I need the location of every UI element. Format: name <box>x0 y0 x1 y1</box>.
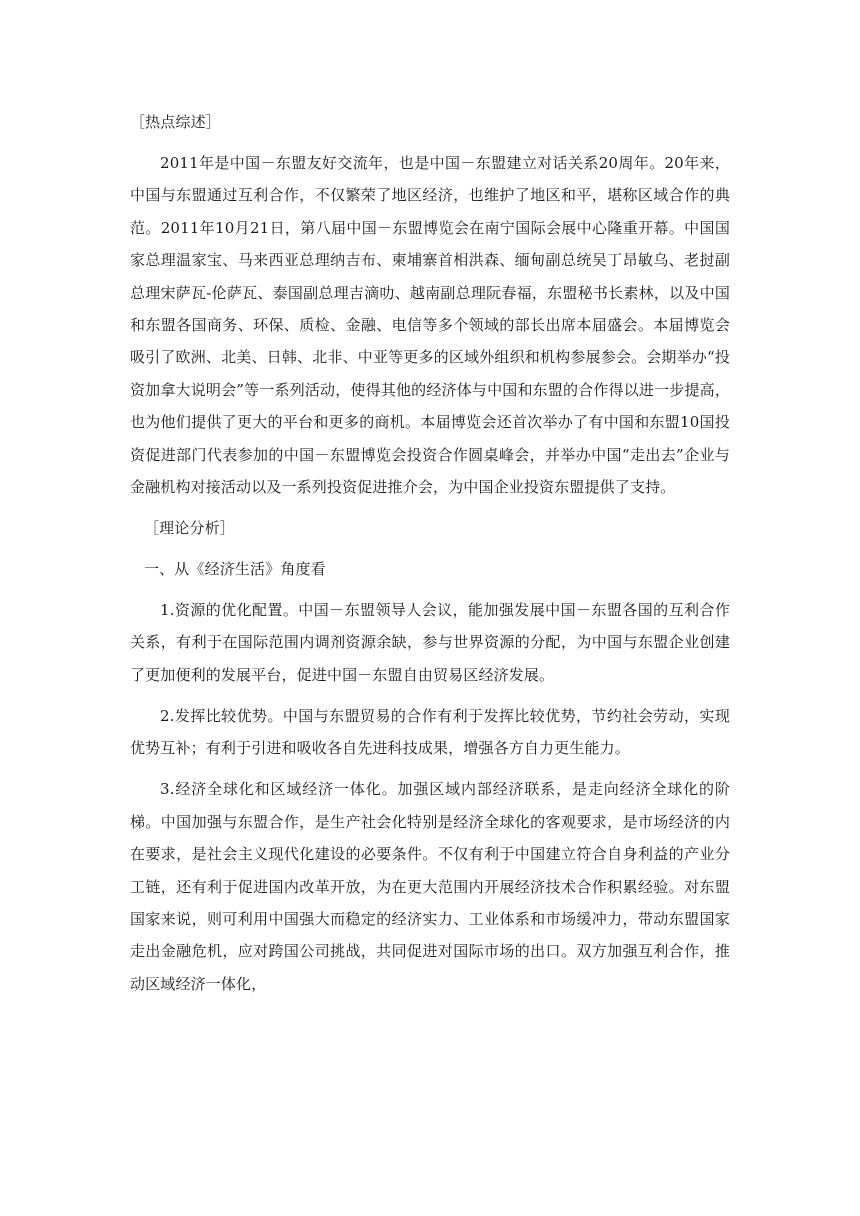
subheading-economic-life: 一、从《经济生活》角度看 <box>144 560 326 579</box>
point-resource-allocation: 1.资源的优化配置。中国－东盟领导人会议，能加强发展中国－东盟各国的互利合作关系，有利于在国际范围内调剂资源余缺，参与世界资源的分配，为中国与东盟企业创建了更加便利的发展平台，促进中国－东盟自由贸易区经济发展。 <box>130 601 730 684</box>
section-label-hot-topic: ［热点综述］ <box>130 113 221 131</box>
section-label-theory: ［理论分析］ <box>144 519 235 538</box>
point-globalization: 3.经济全球化和区域经济一体化。加强区域内部经济联系，是走向经济全球化的阶梯。中国加强与东盟合作，是生产社会化特别是经济全球化的客观要求，是市场经济的内在要求，是社会主义现代化建设的必要条件。不仅有利于中国建立符合自身利益的产业分工链，还有利于促进国内改革开放，为在更大范围内开展经济技术合作积累经验。对东盟国家来说，则可利用中国强大而稳定的经济实力、工业体系和市场缓冲力，带动东盟国家走出金融危机，应对跨国公司挑战，共同促进对国际市场的出口。双方加强互利合作，推动区域经济一体化， <box>130 780 730 993</box>
point-comparative-advantage: 2.发挥比较优势。中国与东盟贸易的合作有利于发挥比较优势，节约社会劳动，实现优势互补；有利于引进和吸收各自先进科技成果，增强各方自力更生能力。 <box>130 706 730 758</box>
summary-paragraph: 2011年是中国－东盟友好交流年，也是中国－东盟建立对话关系20周年。20年来，中国与东盟通过互利合作，不仅繁荣了地区经济，也维护了地区和平，堪称区域合作的典范。2011年10月21日，第八届中国－东盟博览会在南宁国际会展中心隆重开幕。中国国家总理温家宝、马来西亚总理纳吉布、柬埔寨首相洪森、缅甸副总统吴丁昂敏乌、老挝副总理宋萨瓦-伦萨瓦、泰国副总理吉滴叻、越南副总理阮春福，东盟秘书长素林，以及中国和东盟各国商务、环保、质检、金融、电信等多个领域的部长出席本届盛会。本届博览会吸引了欧洲、北美、日韩、北非、中亚等更多的区域外组织和机构参展参会。会期举办“投资加拿大说明会”等一系列活动，使得其他的经济体与中国和东盟的合作得以进一步提高，也为他们提供了更大的平台和更多的商机。本届博览会还首次举办了有中国和东盟10国投资促进部门代表参加的中国－东盟博览会投资合作圆桌峰会，并举办中国“走出去”企业与金融机构对接活动以及一系列投资促进推介会，为中国企业投资东盟提供了支持。 <box>130 154 730 497</box>
document-body <box>130 106 730 1009</box>
